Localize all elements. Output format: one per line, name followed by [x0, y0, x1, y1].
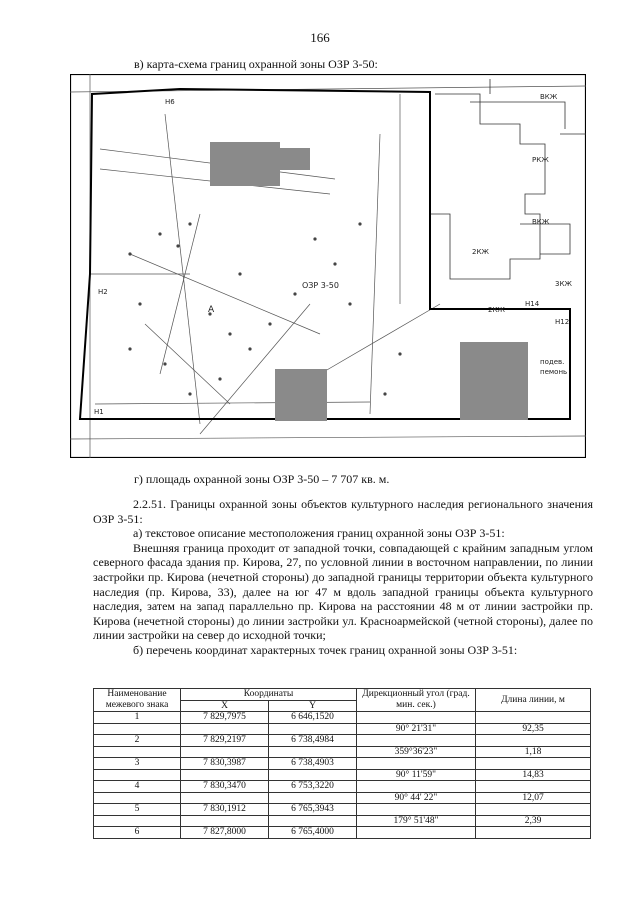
segment-row: [94, 723, 591, 735]
empty-cell: [181, 769, 269, 781]
segment-row: [94, 769, 591, 781]
table-row: [94, 712, 591, 724]
empty-cell: [357, 804, 476, 816]
building-east: [460, 342, 528, 420]
boundary-map: [70, 74, 586, 458]
svg-text:2КЖ: 2КЖ: [488, 306, 505, 314]
svg-text:ВКЖ: ВКЖ: [532, 218, 550, 226]
segment-length: 1,18: [476, 746, 591, 758]
segment-length: 12,07: [476, 792, 591, 804]
empty-cell: [476, 758, 591, 770]
empty-cell: [181, 746, 269, 758]
empty-cell: [476, 827, 591, 839]
building-north: [210, 142, 280, 186]
segment-length: 14,83: [476, 769, 591, 781]
segment-angle: 90° 44' 22": [357, 792, 476, 804]
svg-text:РКЖ: РКЖ: [532, 156, 549, 164]
empty-cell: [94, 792, 181, 804]
segment-row: [94, 746, 591, 758]
empty-cell: [94, 746, 181, 758]
point-x: 7 830,3470: [181, 781, 269, 793]
point-x: 7 827,8000: [181, 827, 269, 839]
point-y: 6 765,4000: [269, 827, 357, 839]
point-x: 7 830,1912: [181, 804, 269, 816]
empty-cell: [181, 792, 269, 804]
map-caption: в) карта-схема границ охранной зоны ОЗР 3-50:: [134, 57, 378, 71]
table-row: [94, 804, 591, 816]
empty-cell: [269, 746, 357, 758]
point-x: 7 829,2197: [181, 735, 269, 747]
coordinates-table: [93, 688, 591, 839]
header-x: X: [181, 700, 269, 712]
empty-cell: [269, 769, 357, 781]
header-coords: Координаты: [181, 689, 357, 701]
segment-length: 92,35: [476, 723, 591, 735]
point-name: 3: [94, 758, 181, 770]
empty-cell: [269, 723, 357, 735]
segment-angle: 90° 21'31": [357, 723, 476, 735]
svg-text:пемонь: пемонь: [540, 368, 568, 376]
svg-text:2КЖ: 2КЖ: [472, 248, 489, 256]
segment-angle: 179° 51'48": [357, 815, 476, 827]
svg-text:Н2: Н2: [98, 288, 108, 296]
segment-angle: 90° 11'59": [357, 769, 476, 781]
table-row: [94, 827, 591, 839]
table-row: [94, 758, 591, 770]
empty-cell: [94, 769, 181, 781]
page-number: 166: [310, 30, 330, 45]
header-length: Длина линии, м: [476, 689, 591, 712]
point-y: 6 753,3220: [269, 781, 357, 793]
svg-text:Н12: Н12: [555, 318, 570, 326]
header-angle: Дирекционный угол (град. мин. сек.): [357, 689, 476, 712]
segment-row: [94, 815, 591, 827]
point-name: 6: [94, 827, 181, 839]
section-heading: 2.2.51. Границы охранной зоны объектов культурного наследия регионального значения ОЗР 3-51:: [93, 497, 593, 526]
table-row: [94, 781, 591, 793]
section-text: [93, 497, 593, 658]
svg-text:Н6: Н6: [165, 98, 175, 106]
point-y: 6 765,3943: [269, 804, 357, 816]
empty-cell: [357, 781, 476, 793]
svg-text:Н1: Н1: [94, 408, 104, 416]
empty-cell: [357, 758, 476, 770]
empty-cell: [476, 712, 591, 724]
empty-cell: [476, 735, 591, 747]
segment-row: [94, 792, 591, 804]
point-name: 2: [94, 735, 181, 747]
point-y: 6 738,4903: [269, 758, 357, 770]
empty-cell: [181, 723, 269, 735]
empty-cell: [357, 827, 476, 839]
svg-text:Н14: Н14: [525, 300, 540, 308]
table-row: [94, 735, 591, 747]
boundary-description: Внешняя граница проходит от западной точки, совпадающей с крайним западным углом северного фасада здания пр. Кирова, 27, по условной линии в восточном направлении, по линии застройки пр. Кирова (нечетной стороны) до западной границы территории объекта культурного наследия (пр. Кирова, 33), далее на юг 47 м вдоль западной границы объекта культурного наследия, затем на запад параллельно пр. Кирова на расстоянии 48 м от линии застройки пр. Кирова (нечетной стороны) до линии застройки ул. Красноармейской (четной стороны), далее по линии застройки на север до исходной точки;: [93, 540, 593, 643]
point-y: 6 646,1520: [269, 712, 357, 724]
zone-area: г) площадь охранной зоны ОЗР 3-50 – 7 707 кв. м.: [134, 472, 390, 486]
svg-text:ВКЖ: ВКЖ: [540, 93, 558, 101]
empty-cell: [476, 781, 591, 793]
segment-angle: 359°36'23": [357, 746, 476, 758]
empty-cell: [94, 723, 181, 735]
empty-cell: [476, 804, 591, 816]
header-name: Наименование межевого знака: [94, 689, 181, 712]
header-y: Y: [269, 700, 357, 712]
empty-cell: [269, 815, 357, 827]
zone-label: ОЗР 3-50: [302, 281, 339, 290]
empty-cell: [181, 815, 269, 827]
segment-length: 2,39: [476, 815, 591, 827]
empty-cell: [94, 815, 181, 827]
subsection-a: а) текстовое описание местоположения границ охранной зоны ОЗР 3-51:: [133, 526, 505, 541]
svg-text:А: А: [208, 305, 215, 315]
svg-text:3КЖ: 3КЖ: [555, 280, 572, 288]
point-name: 4: [94, 781, 181, 793]
empty-cell: [269, 792, 357, 804]
subsection-b: б) перечень координат характерных точек границ охранной зоны ОЗР 3-51:: [133, 642, 518, 657]
point-name: 5: [94, 804, 181, 816]
point-y: 6 738,4984: [269, 735, 357, 747]
point-x: 7 829,7975: [181, 712, 269, 724]
empty-cell: [357, 712, 476, 724]
svg-text:подев.: подев.: [540, 358, 565, 366]
point-x: 7 830,3987: [181, 758, 269, 770]
empty-cell: [357, 735, 476, 747]
point-name: 1: [94, 712, 181, 724]
building-south: [275, 369, 327, 421]
